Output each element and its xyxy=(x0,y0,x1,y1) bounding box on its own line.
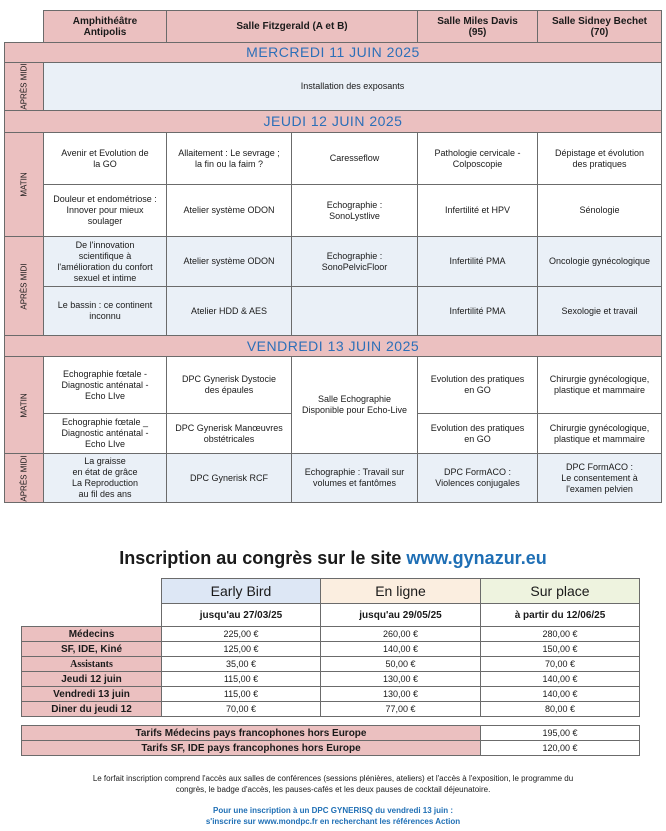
session-cell: Caresseflow xyxy=(291,132,418,185)
pricing-extra-label: Tarifs SF, IDE pays francophones hors Europe xyxy=(21,740,481,756)
price-cell: 125,00 € xyxy=(161,641,321,657)
pricing-row-label: Assistants xyxy=(21,656,162,672)
pricing-extra-label: Tarifs Médecins pays francophones hors Europe xyxy=(21,725,481,741)
column-header-sidney-bechet: Salle Sidney Bechet (70) xyxy=(537,10,662,43)
slot-label-text: APRÈS MIDI xyxy=(19,262,29,310)
slot-label-text: MATIN xyxy=(19,172,29,197)
session-cell: Douleur et endométriose : Innover pour mieux soulager xyxy=(43,184,167,237)
price-cell: 130,00 € xyxy=(320,671,481,687)
session-cell: Atelier HDD & AES xyxy=(166,286,292,336)
pricing-row-label: Diner du jeudi 12 xyxy=(21,701,162,717)
price-cell: 50,00 € xyxy=(320,656,481,672)
price-cell: 195,00 € xyxy=(480,725,640,741)
price-cell: 150,00 € xyxy=(480,641,640,657)
session-cell: Sexologie et travail xyxy=(537,286,662,336)
session-installation: Installation des exposants xyxy=(43,62,662,111)
session-cell: De l'innovation scientifique à l'amélioration du confort sexuel et intime xyxy=(43,236,167,287)
price-cell: 115,00 € xyxy=(161,671,321,687)
pricing-row-label: Médecins xyxy=(21,626,162,642)
day-banner-friday: VENDREDI 13 JUIN 2025 xyxy=(4,335,662,357)
price-cell: 35,00 € xyxy=(161,656,321,672)
slot-label-afternoon xyxy=(4,236,44,336)
session-cell: Echographie fœtale - Diagnostic anténatal - Echo LIve xyxy=(43,356,167,414)
session-cell: DPC FormACO : Violences conjugales xyxy=(417,453,538,503)
session-cell: Sénologie xyxy=(537,184,662,237)
slot-label-afternoon xyxy=(4,62,44,111)
price-cell: 115,00 € xyxy=(161,686,321,702)
price-cell: 260,00 € xyxy=(320,626,481,642)
column-header-fitzgerald: Salle Fitzgerald (A et B) xyxy=(166,10,418,43)
session-cell: Echographie : SonoPelvicFloor xyxy=(291,236,418,287)
pricing-subheader-onsite: à partir du 12/06/25 xyxy=(480,603,640,627)
session-cell: Infertilité PMA xyxy=(417,286,538,336)
registration-url-link[interactable]: www.gynazur.eu xyxy=(406,548,547,568)
pricing-header-online: En ligne xyxy=(320,578,481,604)
price-cell: 70,00 € xyxy=(480,656,640,672)
session-cell: DPC Gynerisk Manœuvres obstétricales xyxy=(166,413,292,454)
price-cell: 140,00 € xyxy=(480,686,640,702)
session-cell: La graisse en état de grâce La Reproduction au fil des ans xyxy=(43,453,167,503)
price-cell: 140,00 € xyxy=(480,671,640,687)
session-cell: Echographie : Travail sur volumes et fantômes xyxy=(291,453,418,503)
price-cell: 140,00 € xyxy=(320,641,481,657)
pricing-header-early-bird: Early Bird xyxy=(161,578,321,604)
day-banner-thursday: JEUDI 12 JUIN 2025 xyxy=(4,110,662,133)
session-cell: Echographie : SonoLystlive xyxy=(291,184,418,237)
session-cell: Allaitement : Le sevrage ; la fin ou la faim ? xyxy=(166,132,292,185)
session-cell: Salle Echographie Disponible pour Echo-Live xyxy=(291,356,418,454)
price-cell: 77,00 € xyxy=(320,701,481,717)
slot-label-text: APRÈS MIDI xyxy=(19,454,29,502)
pricing-header-onsite: Sur place xyxy=(480,578,640,604)
session-cell: Pathologie cervicale - Colposcopie xyxy=(417,132,538,185)
registration-note: Le forfait inscription comprend l'accès aux salles de conférences (sessions plénières, ateliers) et l'accès à l'exposition, le programme du congrès, le badge d'accès, les pauses-cafés et les deux pauses de cocktail déjeunatoire. xyxy=(92,774,574,794)
slot-label-morning xyxy=(4,132,44,237)
session-cell xyxy=(291,286,418,336)
column-header-amphitheatre: Amphithéâtre Antipolis xyxy=(43,10,167,43)
price-cell: 280,00 € xyxy=(480,626,640,642)
session-cell: Atelier système ODON xyxy=(166,236,292,287)
session-cell: Atelier système ODON xyxy=(166,184,292,237)
price-cell: 70,00 € xyxy=(161,701,321,717)
pricing-subheader-early-bird: jusqu'au 27/03/25 xyxy=(161,603,321,627)
pricing-row-label: Jeudi 12 juin xyxy=(21,671,162,687)
session-cell: Evolution des pratiques en GO xyxy=(417,413,538,454)
price-cell: 130,00 € xyxy=(320,686,481,702)
session-cell: Evolution des pratiques en GO xyxy=(417,356,538,414)
slot-label-afternoon xyxy=(4,453,44,503)
session-cell: Avenir et Evolution de la GO xyxy=(43,132,167,185)
session-cell: Infertilité et HPV xyxy=(417,184,538,237)
price-cell: 225,00 € xyxy=(161,626,321,642)
session-cell: Le bassin : ce continent inconnu xyxy=(43,286,167,336)
day-banner-wednesday: MERCREDI 11 JUIN 2025 xyxy=(4,42,662,63)
column-header-miles-davis: Salle Miles Davis (95) xyxy=(417,10,538,43)
registration-title xyxy=(0,548,666,569)
pricing-subheader-online: jusqu'au 29/05/25 xyxy=(320,603,481,627)
session-cell: DPC FormACO : Le consentement à l'examen pelvien xyxy=(537,453,662,503)
slot-label-text: APRÈS MIDI xyxy=(19,63,29,110)
registration-title-text: Inscription au congrès sur le site xyxy=(119,548,407,568)
dpc-note: Pour une inscription à un DPC GYNERISQ du vendredi 13 juin : s'inscrire sur www.mondpc.fr en recherchant les références Action xyxy=(205,806,461,826)
price-cell: 120,00 € xyxy=(480,740,640,756)
slot-label-morning xyxy=(4,356,44,454)
session-cell: Infertilité PMA xyxy=(417,236,538,287)
pricing-row-label: SF, IDE, Kiné xyxy=(21,641,162,657)
session-cell: DPC Gynerisk RCF xyxy=(166,453,292,503)
session-cell: Echographie fœtale _ Diagnostic anténatal - Echo LIve xyxy=(43,413,167,454)
pricing-row-label: Vendredi 13 juin xyxy=(21,686,162,702)
price-cell: 80,00 € xyxy=(480,701,640,717)
session-cell: Chirurgie gynécologique, plastique et mammaire xyxy=(537,413,662,454)
session-cell: Chirurgie gynécologique, plastique et mammaire xyxy=(537,356,662,414)
session-cell: Dépistage et évolution des pratiques xyxy=(537,132,662,185)
session-cell: DPC Gynerisk Dystocie des épaules xyxy=(166,356,292,414)
slot-label-text: MATIN xyxy=(19,392,29,418)
session-cell: Oncologie gynécologique xyxy=(537,236,662,287)
